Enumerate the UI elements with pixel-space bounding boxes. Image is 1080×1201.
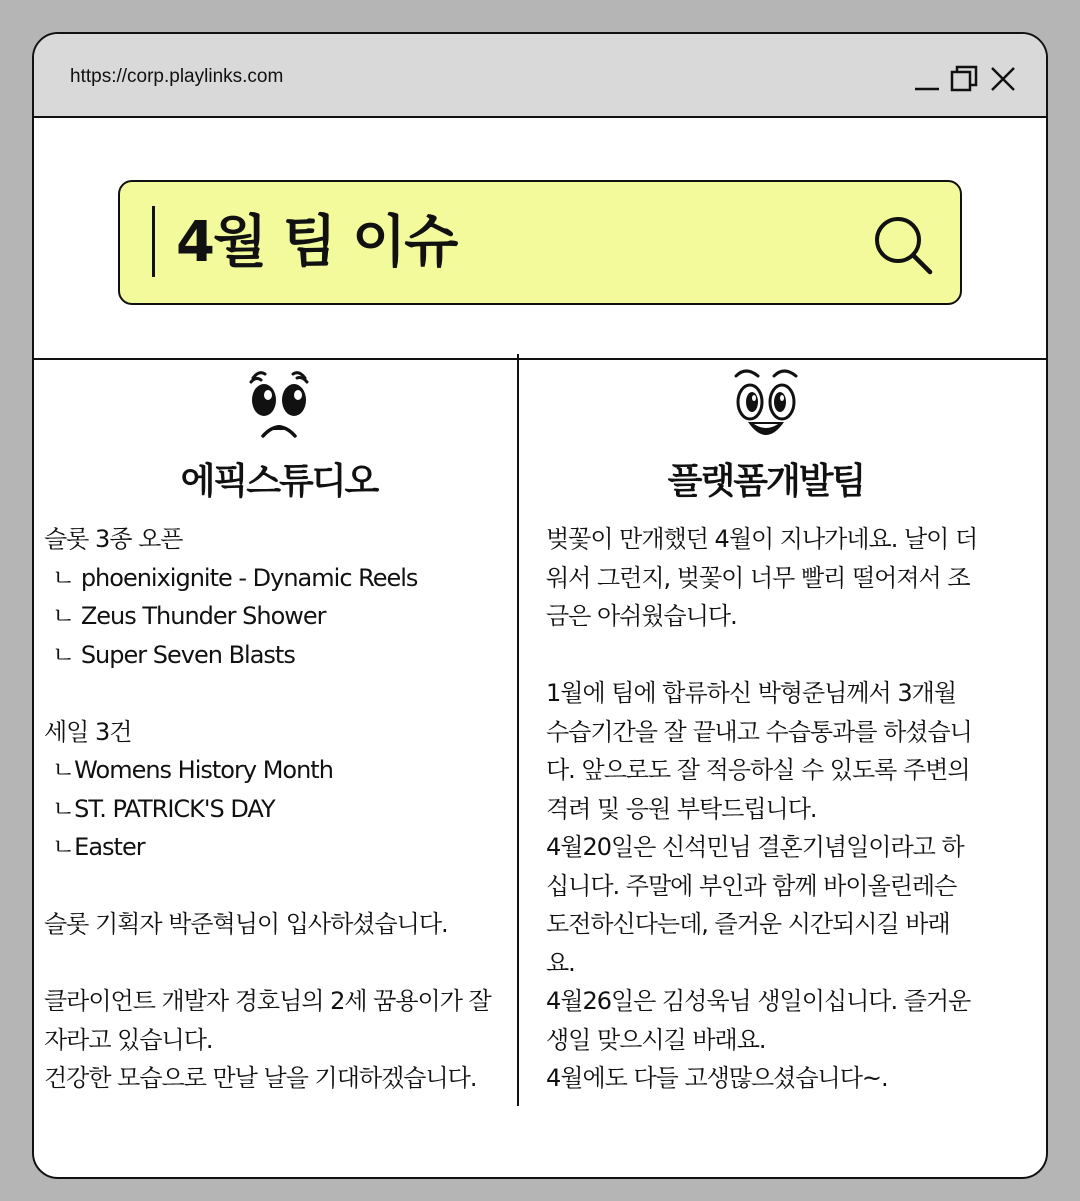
content-line: 금은 아쉬웠습니다.	[546, 602, 737, 630]
content-line: 격려 및 응원 부탁드립니다.	[546, 794, 817, 823]
news-hire: 슬롯 기획자 박준혁님이 입사하셨습니다.	[44, 910, 448, 938]
sale-heading: 세일 3건	[44, 717, 132, 746]
content-line: 십니다. 주말에 부인과 함께 바이올린레슨	[546, 871, 957, 900]
sale-item: ㄴWomens History Month	[52, 756, 333, 784]
content-line: 4월26일은 김성욱님 생일이십니다. 즐거운	[546, 987, 971, 1015]
maximize-icon[interactable]	[949, 64, 979, 94]
search-query[interactable]: 4월 팀 이슈	[176, 210, 457, 275]
happy-face-icon	[726, 364, 806, 444]
close-icon[interactable]	[988, 64, 1018, 94]
content-line: 수습기간을 잘 끝내고 수습통과를 하셨습니	[546, 717, 972, 746]
browser-titlebar	[34, 34, 1046, 118]
content-line: 4월20일은 신석민님 결혼기념일이라고 하	[546, 833, 964, 861]
slot-item: ㄴ Super Seven Blasts	[52, 640, 295, 669]
sale-item: ㄴST. PATRICK'S DAY	[52, 794, 275, 823]
news-baby-line: 건강한 모습으로 만날 날을 기대하겠습니다.	[44, 1064, 477, 1092]
content-line: 다. 앞으로도 잘 적응하실 수 있도록 주변의	[546, 756, 970, 784]
slot-item: ㄴ phoenixignite - Dynamic Reels	[52, 563, 418, 592]
content-line: 1월에 팀에 합류하신 박형준님께서 3개월	[546, 679, 956, 707]
platform-team-column	[546, 364, 986, 1098]
epic-studio-content	[44, 520, 514, 1098]
search-header	[34, 118, 1046, 360]
team-title-platform-team: 플랫폼개발팀	[667, 461, 865, 502]
spacer	[546, 636, 986, 675]
content-line: 도전하신다는데, 즐거운 시간되시길 바래	[546, 910, 950, 938]
content-line: 생일 맞으시길 바래요.	[546, 1025, 766, 1054]
search-bar[interactable]	[118, 180, 962, 305]
column-divider	[517, 354, 519, 1106]
spacer	[44, 944, 514, 983]
platform-team-content	[546, 520, 986, 1098]
epic-studio-column	[44, 364, 514, 1098]
text-cursor	[152, 206, 155, 277]
team-title-epic-studio: 에픽스튜디오	[180, 461, 378, 502]
content-line: 4월에도 다들 고생많으셨습니다~.	[546, 1064, 888, 1092]
content-line: 요.	[546, 948, 575, 977]
content-line: 워서 그런지, 벚꽃이 너무 빨리 떨어져서 조	[546, 563, 970, 592]
spacer	[44, 867, 514, 906]
sale-item: ㄴEaster	[52, 833, 145, 861]
address-bar[interactable]: https://corp.playlinks.com	[70, 66, 284, 87]
slot-heading: 슬롯 3종 오픈	[44, 525, 183, 553]
slot-item: ㄴ Zeus Thunder Shower	[52, 602, 326, 630]
sad-face-icon	[239, 364, 319, 444]
news-baby-line: 자라고 있습니다.	[44, 1025, 213, 1054]
content-line: 벚꽃이 만개했던 4월이 지나가네요. 날이 더	[546, 525, 978, 553]
spacer	[44, 674, 514, 713]
news-baby-line: 클라이언트 개발자 경호님의 2세 꿈용이가 잘	[44, 987, 491, 1015]
minimize-icon[interactable]	[912, 64, 942, 94]
search-icon[interactable]	[872, 214, 934, 276]
